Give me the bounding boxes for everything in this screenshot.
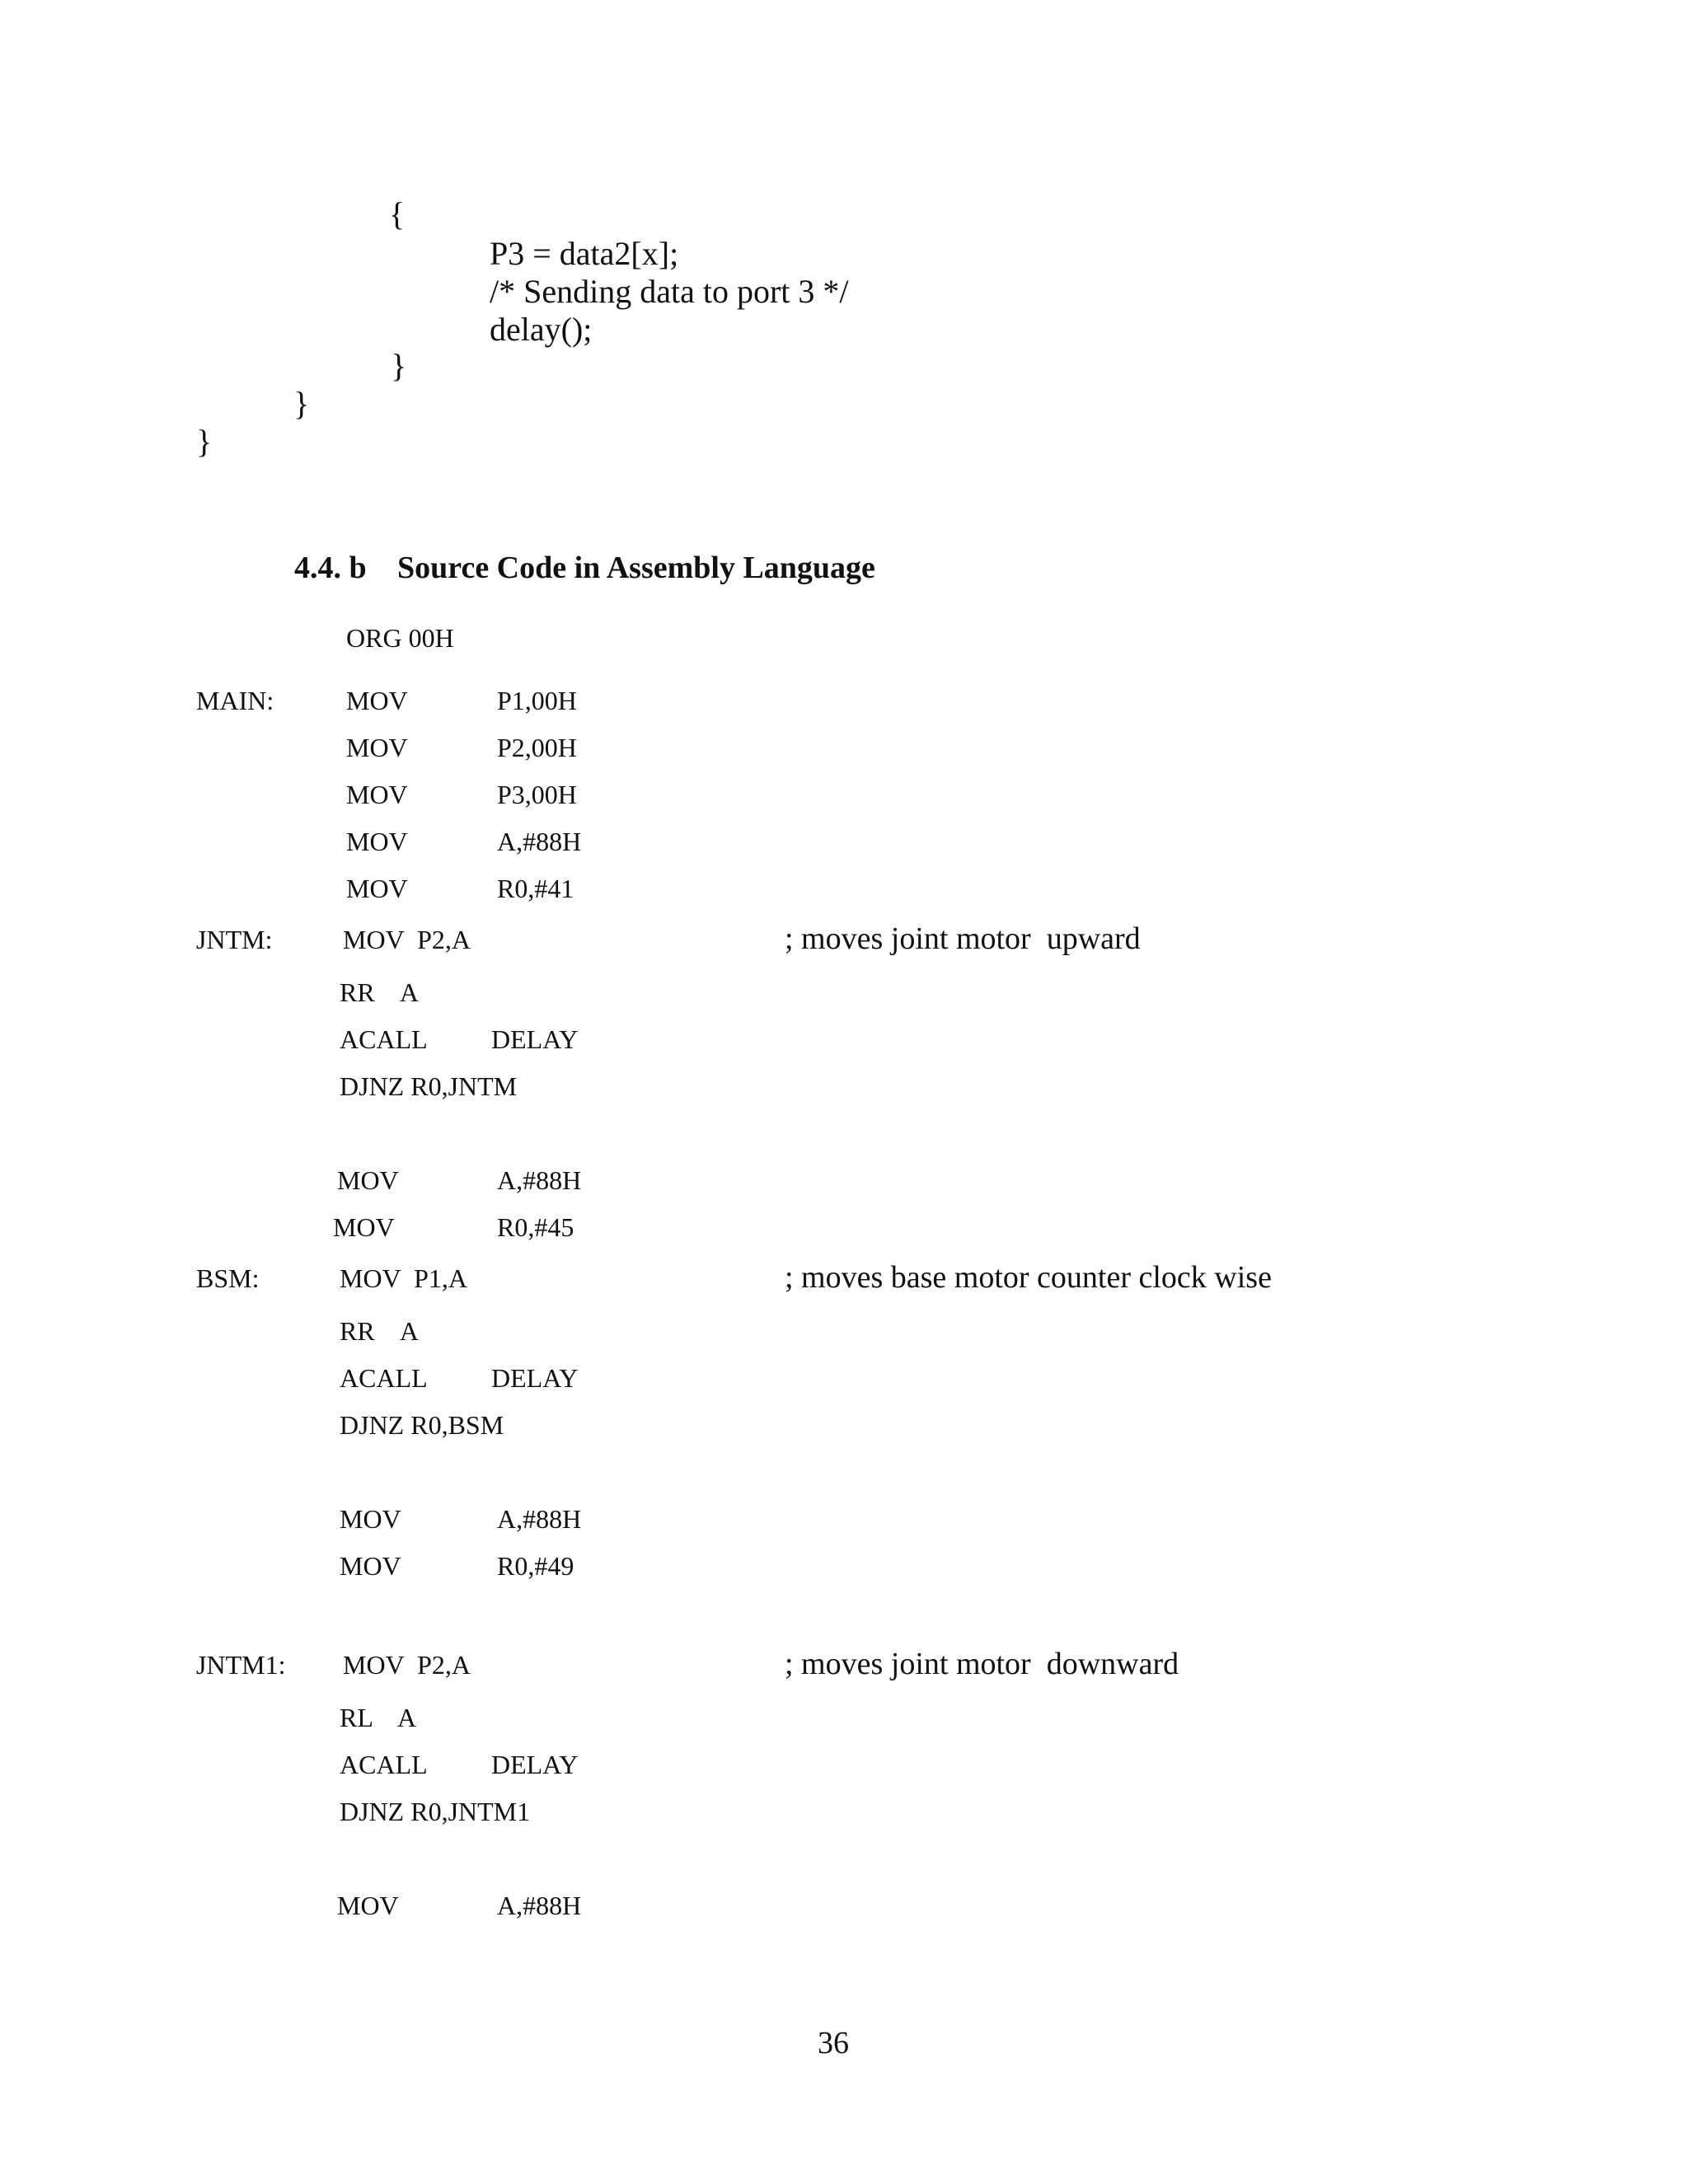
asm-arg: A,#88H xyxy=(497,1891,582,1920)
asm-op: MOV xyxy=(337,1891,399,1920)
asm-arg: DELAY xyxy=(491,1024,579,1054)
asm-op: MOV xyxy=(346,874,408,903)
asm-comment: ; moves joint motor downward xyxy=(785,1647,1179,1681)
asm-op: RR A xyxy=(340,977,420,1007)
asm-op: MOV P2,A xyxy=(343,1650,471,1680)
asm-label: JNTM1: xyxy=(196,1650,286,1680)
asm-op: MOV xyxy=(346,780,408,809)
asm-arg: R0,#41 xyxy=(497,874,574,903)
asm-label: MAIN: xyxy=(196,686,274,715)
asm-arg: R0,#45 xyxy=(497,1212,574,1242)
asm-arg: R0,#49 xyxy=(497,1551,574,1581)
asm-arg: A,#88H xyxy=(497,827,582,856)
asm-op: RL A xyxy=(340,1703,417,1732)
c-code-line: P3 = data2[x]; xyxy=(490,235,679,272)
asm-op: MOV xyxy=(340,1551,401,1581)
c-code-line: delay(); xyxy=(490,311,593,348)
asm-op: DJNZ R0,JNTM xyxy=(340,1071,518,1101)
c-code-line: { xyxy=(389,195,406,232)
asm-arg: P3,00H xyxy=(497,780,577,809)
asm-op: MOV xyxy=(346,733,408,762)
asm-arg: P2,00H xyxy=(497,733,577,762)
page-number: 36 xyxy=(818,2026,849,2060)
c-code-line: } xyxy=(196,423,213,460)
asm-arg: A,#88H xyxy=(497,1504,582,1534)
asm-op: ACALL xyxy=(340,1024,428,1054)
section-title: Source Code in Assembly Language xyxy=(397,551,875,585)
asm-op: ACALL xyxy=(340,1363,428,1393)
asm-arg: A,#88H xyxy=(497,1165,582,1195)
asm-comment: ; moves joint motor upward xyxy=(785,921,1141,956)
c-code-line: } xyxy=(293,385,310,422)
asm-op: RR A xyxy=(340,1316,420,1346)
asm-op: MOV P2,A xyxy=(343,925,471,954)
asm-comment: ; moves base motor counter clock wise xyxy=(785,1260,1272,1295)
asm-op: MOV xyxy=(346,686,408,715)
section-number: 4.4. b xyxy=(294,551,367,585)
asm-label: BSM: xyxy=(196,1263,260,1293)
asm-arg: DELAY xyxy=(491,1363,579,1393)
c-code-line: } xyxy=(391,347,407,384)
asm-op: MOV xyxy=(337,1165,399,1195)
asm-arg: DELAY xyxy=(491,1750,579,1779)
asm-op: DJNZ R0,BSM xyxy=(340,1410,504,1440)
asm-op: MOV xyxy=(340,1504,401,1534)
asm-op: DJNZ R0,JNTM1 xyxy=(340,1797,531,1826)
asm-op: MOV xyxy=(333,1212,395,1242)
asm-op: MOV xyxy=(346,827,408,856)
asm-label: JNTM: xyxy=(196,925,273,954)
asm-arg: P1,00H xyxy=(497,686,577,715)
asm-org: ORG 00H xyxy=(346,623,454,653)
asm-op: MOV P1,A xyxy=(340,1263,467,1293)
asm-op: ACALL xyxy=(340,1750,428,1779)
c-code-line: /* Sending data to port 3 */ xyxy=(490,273,849,310)
